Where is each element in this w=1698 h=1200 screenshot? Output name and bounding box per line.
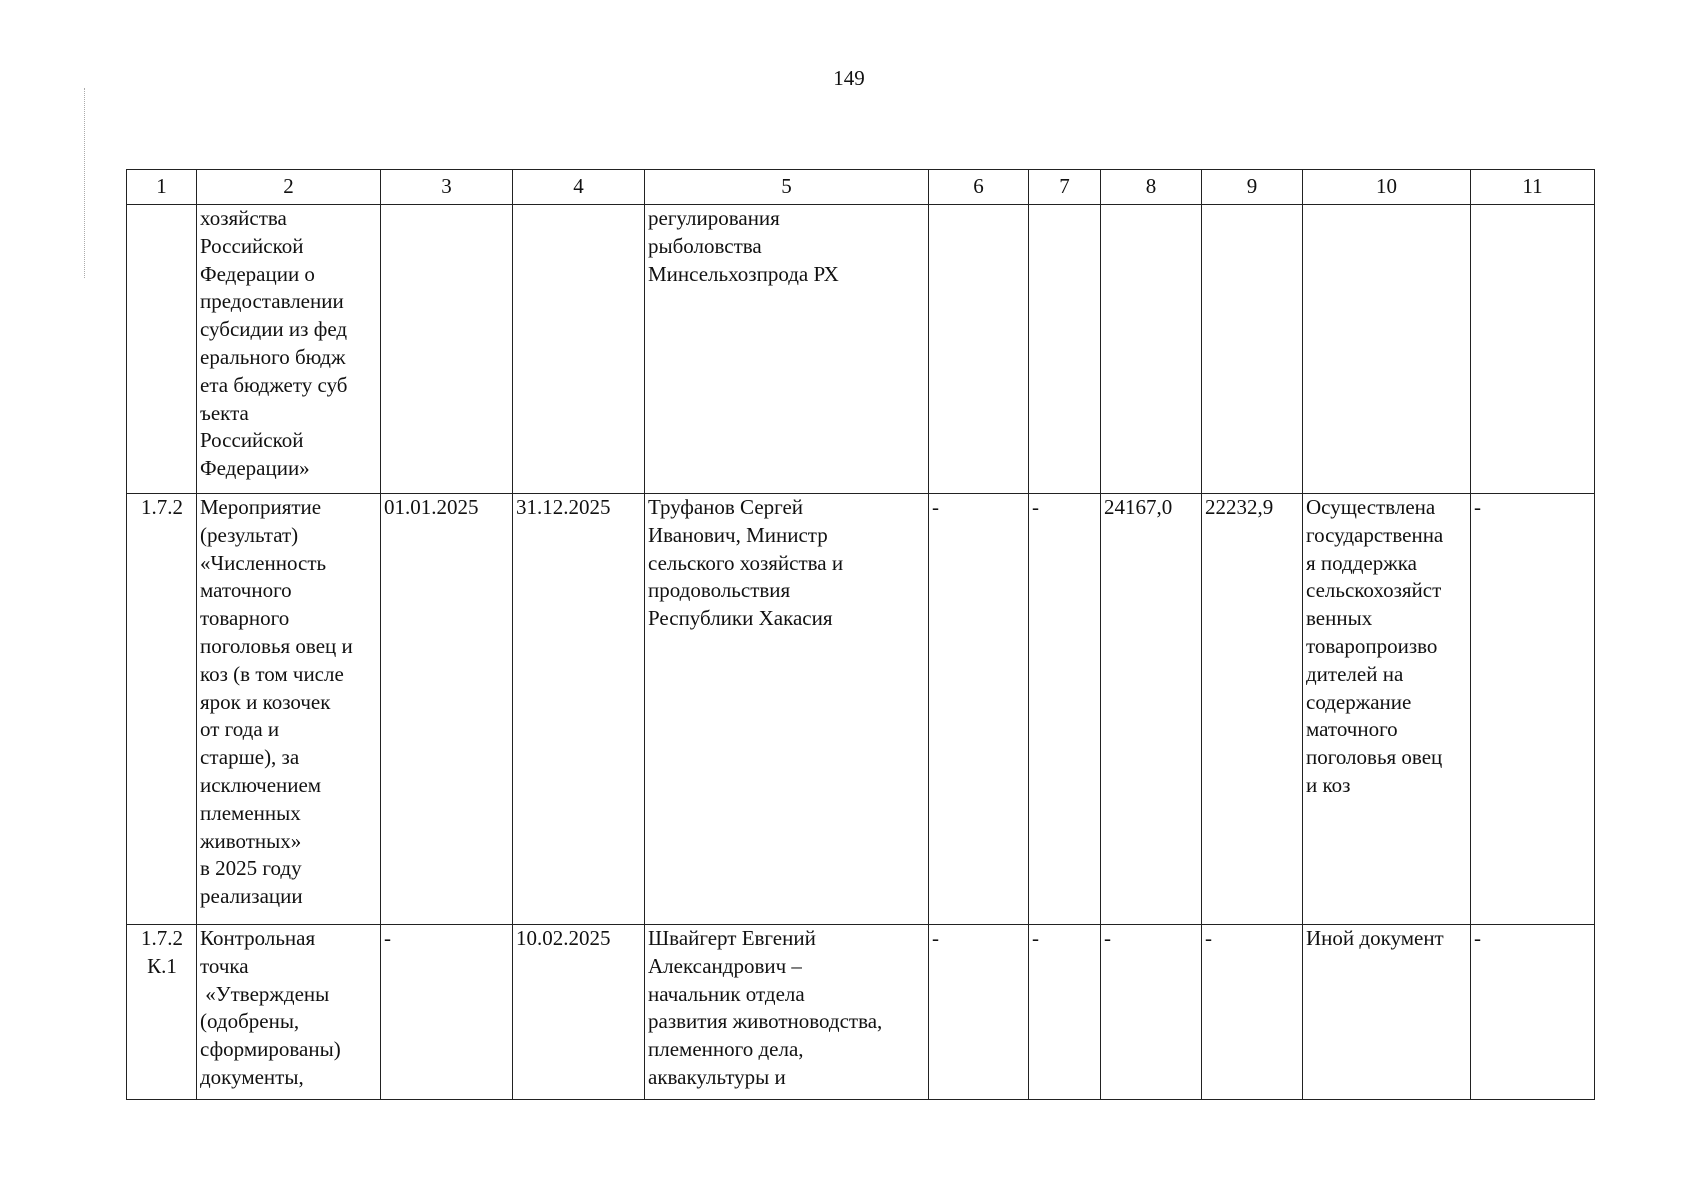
table-row	[127, 925, 1595, 1100]
text-line: и коз	[1306, 772, 1351, 797]
item-number-cell	[127, 494, 197, 925]
text-line: я поддержка	[1306, 550, 1417, 575]
result-cell	[1303, 205, 1471, 494]
margin-scan-marks	[84, 88, 88, 278]
text-line: товаропроизво	[1306, 633, 1438, 658]
text-line: аквакультуры и	[648, 1064, 786, 1089]
column-header: 2	[197, 170, 381, 205]
text-line: содержание	[1306, 689, 1412, 714]
start-date-cell: 01.01.2025	[381, 494, 513, 925]
end-date-cell	[513, 205, 645, 494]
text-line: точка	[200, 953, 249, 978]
responsible-cell	[645, 925, 929, 1100]
text-line: Александрович –	[648, 953, 802, 978]
column-6-cell: -	[929, 925, 1029, 1100]
text-line: Осуществлена	[1306, 495, 1436, 519]
text-line: венных	[1306, 606, 1373, 631]
column-header: 10	[1303, 170, 1471, 205]
text-line: (одобрены,	[200, 1009, 300, 1034]
program-plan-table	[126, 169, 1595, 1100]
text-line: Федерации о	[200, 261, 315, 286]
column-7-cell	[1029, 205, 1101, 494]
text-line: сельского хозяйства и	[648, 550, 844, 575]
text-line: субсидии из фед	[200, 317, 348, 342]
text-line: Минсельхозпрода РХ	[648, 261, 839, 286]
text-line: сформированы)	[200, 1037, 341, 1062]
text-line: маточного	[1306, 717, 1398, 742]
amount-cell	[1101, 205, 1202, 494]
text-line: Иванович, Министр	[648, 522, 828, 547]
text-line: племенного дела,	[648, 1037, 804, 1062]
text-line: сельскохозяйст	[1306, 578, 1442, 603]
amount-cell: 24167,0	[1101, 494, 1202, 925]
column-header: 4	[513, 170, 645, 205]
column-11-cell: -	[1471, 494, 1595, 925]
column-7-cell: -	[1029, 925, 1101, 1100]
text-line: поголовья овец и	[200, 633, 353, 658]
text-line: исключением	[200, 772, 322, 797]
column-header: 5	[645, 170, 929, 205]
text-line: (результат)	[200, 522, 299, 547]
column-header: 11	[1471, 170, 1595, 205]
page-number: 149	[833, 66, 865, 90]
text-line: старше), за	[200, 745, 300, 770]
responsible-cell	[645, 494, 929, 925]
start-date-cell	[381, 205, 513, 494]
text-line: Мероприятие	[200, 495, 322, 519]
column-header: 3	[381, 170, 513, 205]
text-line: «Утверждены	[200, 981, 330, 1006]
text-line: документы,	[200, 1064, 304, 1089]
text-line: рыболовства	[648, 233, 762, 258]
amount-cell	[1202, 205, 1303, 494]
column-11-cell: -	[1471, 925, 1595, 1100]
event-name-cell	[197, 205, 381, 494]
text-line: Российской	[200, 233, 304, 258]
text-line: Федерации»	[200, 456, 310, 481]
amount-cell: -	[1101, 925, 1202, 1100]
result-cell	[1303, 925, 1471, 1100]
column-header: 8	[1101, 170, 1202, 205]
text-line: ета бюджету суб	[200, 372, 348, 397]
text-line: «Численность	[200, 550, 327, 575]
text-line: поголовья овец	[1306, 745, 1443, 770]
amount-cell: 22232,9	[1202, 494, 1303, 925]
text-line: коз (в том числе	[200, 661, 344, 686]
item-number-cell	[127, 925, 197, 1100]
text-line: развития животноводства,	[648, 1009, 883, 1034]
column-header: 6	[929, 170, 1029, 205]
text-line: 1.7.2	[141, 926, 183, 950]
column-header: 9	[1202, 170, 1303, 205]
column-header: 7	[1029, 170, 1101, 205]
event-name-cell	[197, 925, 381, 1100]
amount-cell: -	[1202, 925, 1303, 1100]
column-number-header-row	[127, 170, 1595, 205]
start-date-cell: -	[381, 925, 513, 1100]
text-line: Швайгерт Евгений	[648, 926, 816, 950]
text-line: от года и	[200, 717, 280, 742]
column-6-cell	[929, 205, 1029, 494]
text-line: ерального бюдж	[200, 344, 346, 369]
end-date-cell: 31.12.2025	[513, 494, 645, 925]
event-name-cell	[197, 494, 381, 925]
text-line: Республики Хакасия	[648, 606, 833, 631]
text-line: реализации	[200, 884, 303, 909]
text-line: товарного	[200, 606, 290, 631]
text-line: продовольствия	[648, 578, 791, 603]
table-row	[127, 205, 1595, 494]
text-line: дителей на	[1306, 661, 1404, 686]
text-line: К.1	[147, 953, 177, 978]
text-line: ярок и козочек	[200, 689, 331, 714]
text-line: предоставлении	[200, 289, 344, 314]
item-number-cell	[127, 205, 197, 494]
text-line: 1.7.2	[141, 495, 183, 519]
column-6-cell: -	[929, 494, 1029, 925]
text-line: Иной документ	[1306, 926, 1444, 950]
end-date-cell: 10.02.2025	[513, 925, 645, 1100]
text-line: Российской	[200, 428, 304, 453]
column-7-cell: -	[1029, 494, 1101, 925]
text-line: животных»	[200, 828, 302, 853]
text-line: Контрольная	[200, 926, 316, 950]
column-11-cell	[1471, 205, 1595, 494]
text-line: хозяйства	[200, 206, 287, 230]
text-line: начальник отдела	[648, 981, 805, 1006]
text-line: племенных	[200, 800, 301, 825]
table-row	[127, 494, 1595, 925]
text-line: ъекта	[200, 400, 249, 425]
column-header: 1	[127, 170, 197, 205]
text-line: маточного	[200, 578, 292, 603]
text-line: в 2025 году	[200, 856, 302, 881]
text-line: государственна	[1306, 522, 1444, 547]
text-line: регулирования	[648, 206, 780, 230]
responsible-cell	[645, 205, 929, 494]
result-cell	[1303, 494, 1471, 925]
text-line: Труфанов Сергей	[648, 495, 804, 519]
